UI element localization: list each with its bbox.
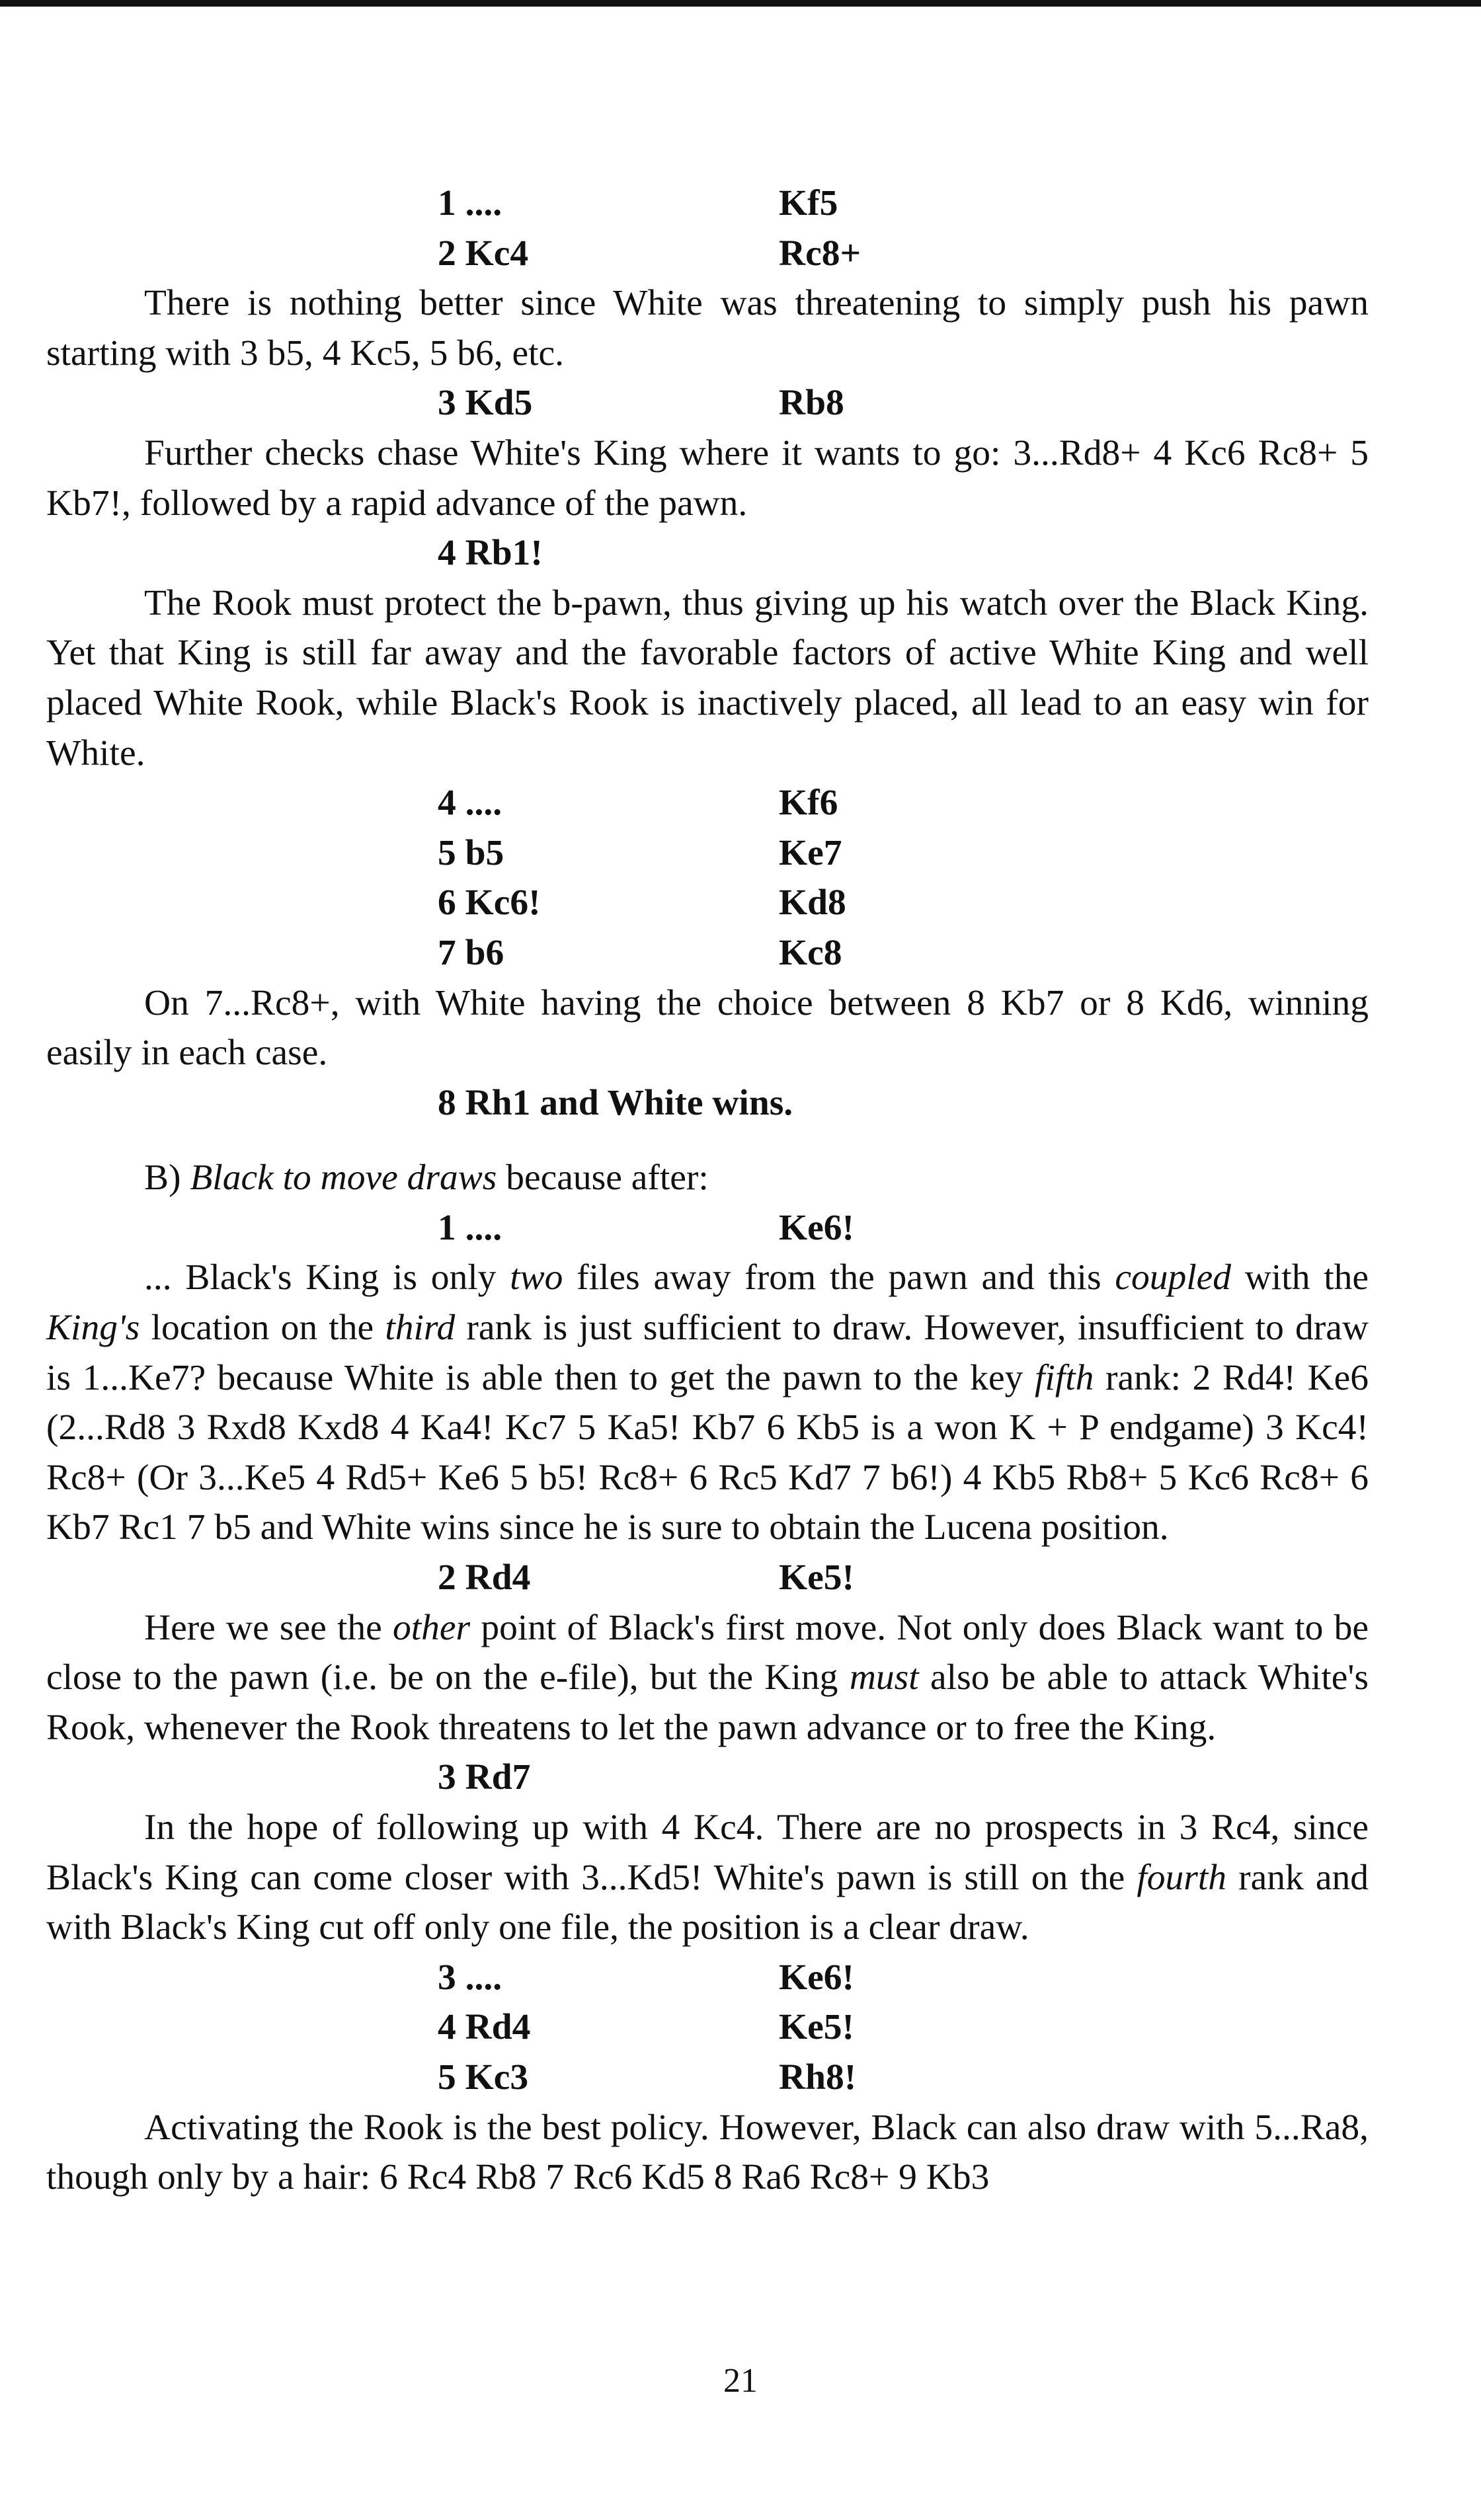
- black-move: Kd8: [779, 883, 846, 924]
- black-move: Ke5!: [779, 1557, 855, 1598]
- black-move: Rc8+: [779, 233, 861, 274]
- book-page: [46, 178, 1369, 2203]
- black-move: Ke6!: [779, 1957, 855, 1998]
- white-move: 3 Rd7: [438, 1757, 531, 1798]
- move-line: [46, 1078, 1369, 1128]
- white-move: 5 Kc3: [438, 2057, 529, 2098]
- annotation-paragraph: Further checks chase White's King where it wants to go: 3...Rd8+ 4 Kc6 Rc8+ 5 Kb7!, followed by a rapid advance of the pawn.: [46, 432, 1369, 524]
- annotation-paragraph: [46, 1253, 1369, 1553]
- move-line: [46, 1752, 1369, 1803]
- white-move: 3 Kd5: [438, 383, 533, 424]
- move-line: [46, 1203, 1369, 1253]
- move-line: [46, 528, 1369, 578]
- text-run: with the: [1231, 1257, 1369, 1298]
- section-suffix: because after:: [497, 1158, 709, 1199]
- white-move: 7 b6: [438, 932, 504, 973]
- final-move: 8 Rh1 and White wins.: [438, 1082, 793, 1123]
- top-rule: [0, 0, 1481, 7]
- emphasis: fourth: [1137, 1857, 1227, 1898]
- white-move: 6 Kc6!: [438, 883, 541, 924]
- black-move: Ke6!: [779, 1207, 855, 1248]
- black-move: Kc8: [779, 932, 842, 973]
- white-move: 1 ....: [438, 1207, 502, 1248]
- emphasis: King's: [46, 1308, 140, 1349]
- black-move: Ke7: [779, 832, 842, 873]
- white-move: 3 ....: [438, 1957, 502, 1998]
- move-line: [46, 178, 1369, 229]
- annotation-paragraph: On 7...Rc8+, with White having the choice between 8 Kb7 or 8 Kd6, winning easily in each case.: [46, 982, 1369, 1074]
- annotation-paragraph: There is nothing better since White was threatening to simply push his pawn starting with 3 b5, 4 Kc5, 5 b6, etc.: [46, 283, 1369, 374]
- annotation-paragraph: Activating the Rook is the best policy. However, Black can also draw with 5...Ra8, though only by a hair: 6 Rc4 Rb8 7 Rc6 Kd5 8 Ra6 Rc8+ 9 Kb3: [46, 2107, 1369, 2198]
- move-line: [46, 2002, 1369, 2053]
- emphasis: two: [510, 1257, 563, 1298]
- text-run: rank: 2 Rd4! Ke6 (2...Rd8 3 Rxd8 Kxd8 4 Ka4! Kc7 5 Ka5! Kb7 6 Kb5 is a won K + P endgame) 3 Kc4! Rc8+ (Or 3...Ke5 4 Rd5+ Ke6 5 b5! Rc8+ 6 Rc5 Kd7 7 b6!) 4 Kb5 Rb8+ 5 Kc6 Rc8+ 6 Kb7 Rc1 7 b5 and White wins since he is sure to obtain the Lucena position.: [46, 1357, 1369, 1548]
- text-run: In the hope of following up with 4 Kc4. There are no prospects in 3 Rc4, since Black's King can come closer with 3...Kd5! White's pawn is still on the: [46, 1807, 1369, 1898]
- emphasis: fifth: [1034, 1357, 1094, 1398]
- white-move: 4 ....: [438, 783, 502, 824]
- black-move: Kf5: [779, 183, 838, 223]
- white-move: 2 Rd4: [438, 1557, 531, 1598]
- move-line: [46, 878, 1369, 928]
- annotation-paragraph: [46, 1803, 1369, 1953]
- white-move: 1 ....: [438, 183, 502, 223]
- move-line: [46, 828, 1369, 879]
- move-line: [46, 378, 1369, 428]
- annotation-paragraph: [46, 1603, 1369, 1753]
- text-run: files away from the pawn and this: [563, 1257, 1115, 1298]
- emphasis: third: [385, 1308, 456, 1349]
- annotation-paragraph: The Rook must protect the b-pawn, thus giving up his watch over the Black King. Yet that King is still far away and the favorable factors of active White King and well placed White Rook, while Black's Rook is inactively placed, all lead to an easy win for White.: [46, 582, 1369, 773]
- text-run: location on the: [140, 1308, 385, 1349]
- white-move: 4 Rb1!: [438, 533, 543, 574]
- black-move: Kf6: [779, 783, 838, 824]
- move-line: [46, 928, 1369, 978]
- white-move: 4 Rd4: [438, 2007, 531, 2048]
- text-run: rank and with Black's King cut off only one file, the position is a clear draw.: [46, 1857, 1369, 1948]
- move-line: [46, 2053, 1369, 2103]
- text-run: rank is just sufficient to draw. However, insufficient to draw is 1...Ke7? because White is able then to get the pawn to the key: [46, 1308, 1369, 1398]
- move-line: [46, 1553, 1369, 1603]
- text-run: ... Black's King is only: [144, 1257, 510, 1298]
- text-run: also be able to attack White's Rook, whenever the Rook threatens to let the pawn advance or to free the King.: [46, 1657, 1369, 1748]
- white-move: 5 b5: [438, 832, 504, 873]
- emphasis: other: [393, 1607, 471, 1648]
- section-prefix: B): [144, 1158, 190, 1199]
- move-line: [46, 778, 1369, 828]
- black-move: Rh8!: [779, 2057, 857, 2098]
- black-move: Ke5!: [779, 2007, 855, 2048]
- move-line: [46, 1953, 1369, 2003]
- section-heading: [46, 1153, 1369, 1203]
- page-number: 21: [723, 2362, 758, 2400]
- emphasis: must: [849, 1657, 919, 1698]
- section-title: Black to move draws: [190, 1158, 497, 1199]
- black-move: Rb8: [779, 383, 844, 424]
- white-move: 2 Kc4: [438, 233, 529, 274]
- move-line: [46, 229, 1369, 279]
- emphasis: coupled: [1115, 1257, 1232, 1298]
- text-run: point of Black's first move. Not only does Black want to be close to the pawn (i.e. be on the e-file), but the King: [46, 1607, 1369, 1698]
- section-gap: [46, 1128, 1369, 1153]
- text-run: Here we see the: [144, 1607, 393, 1648]
